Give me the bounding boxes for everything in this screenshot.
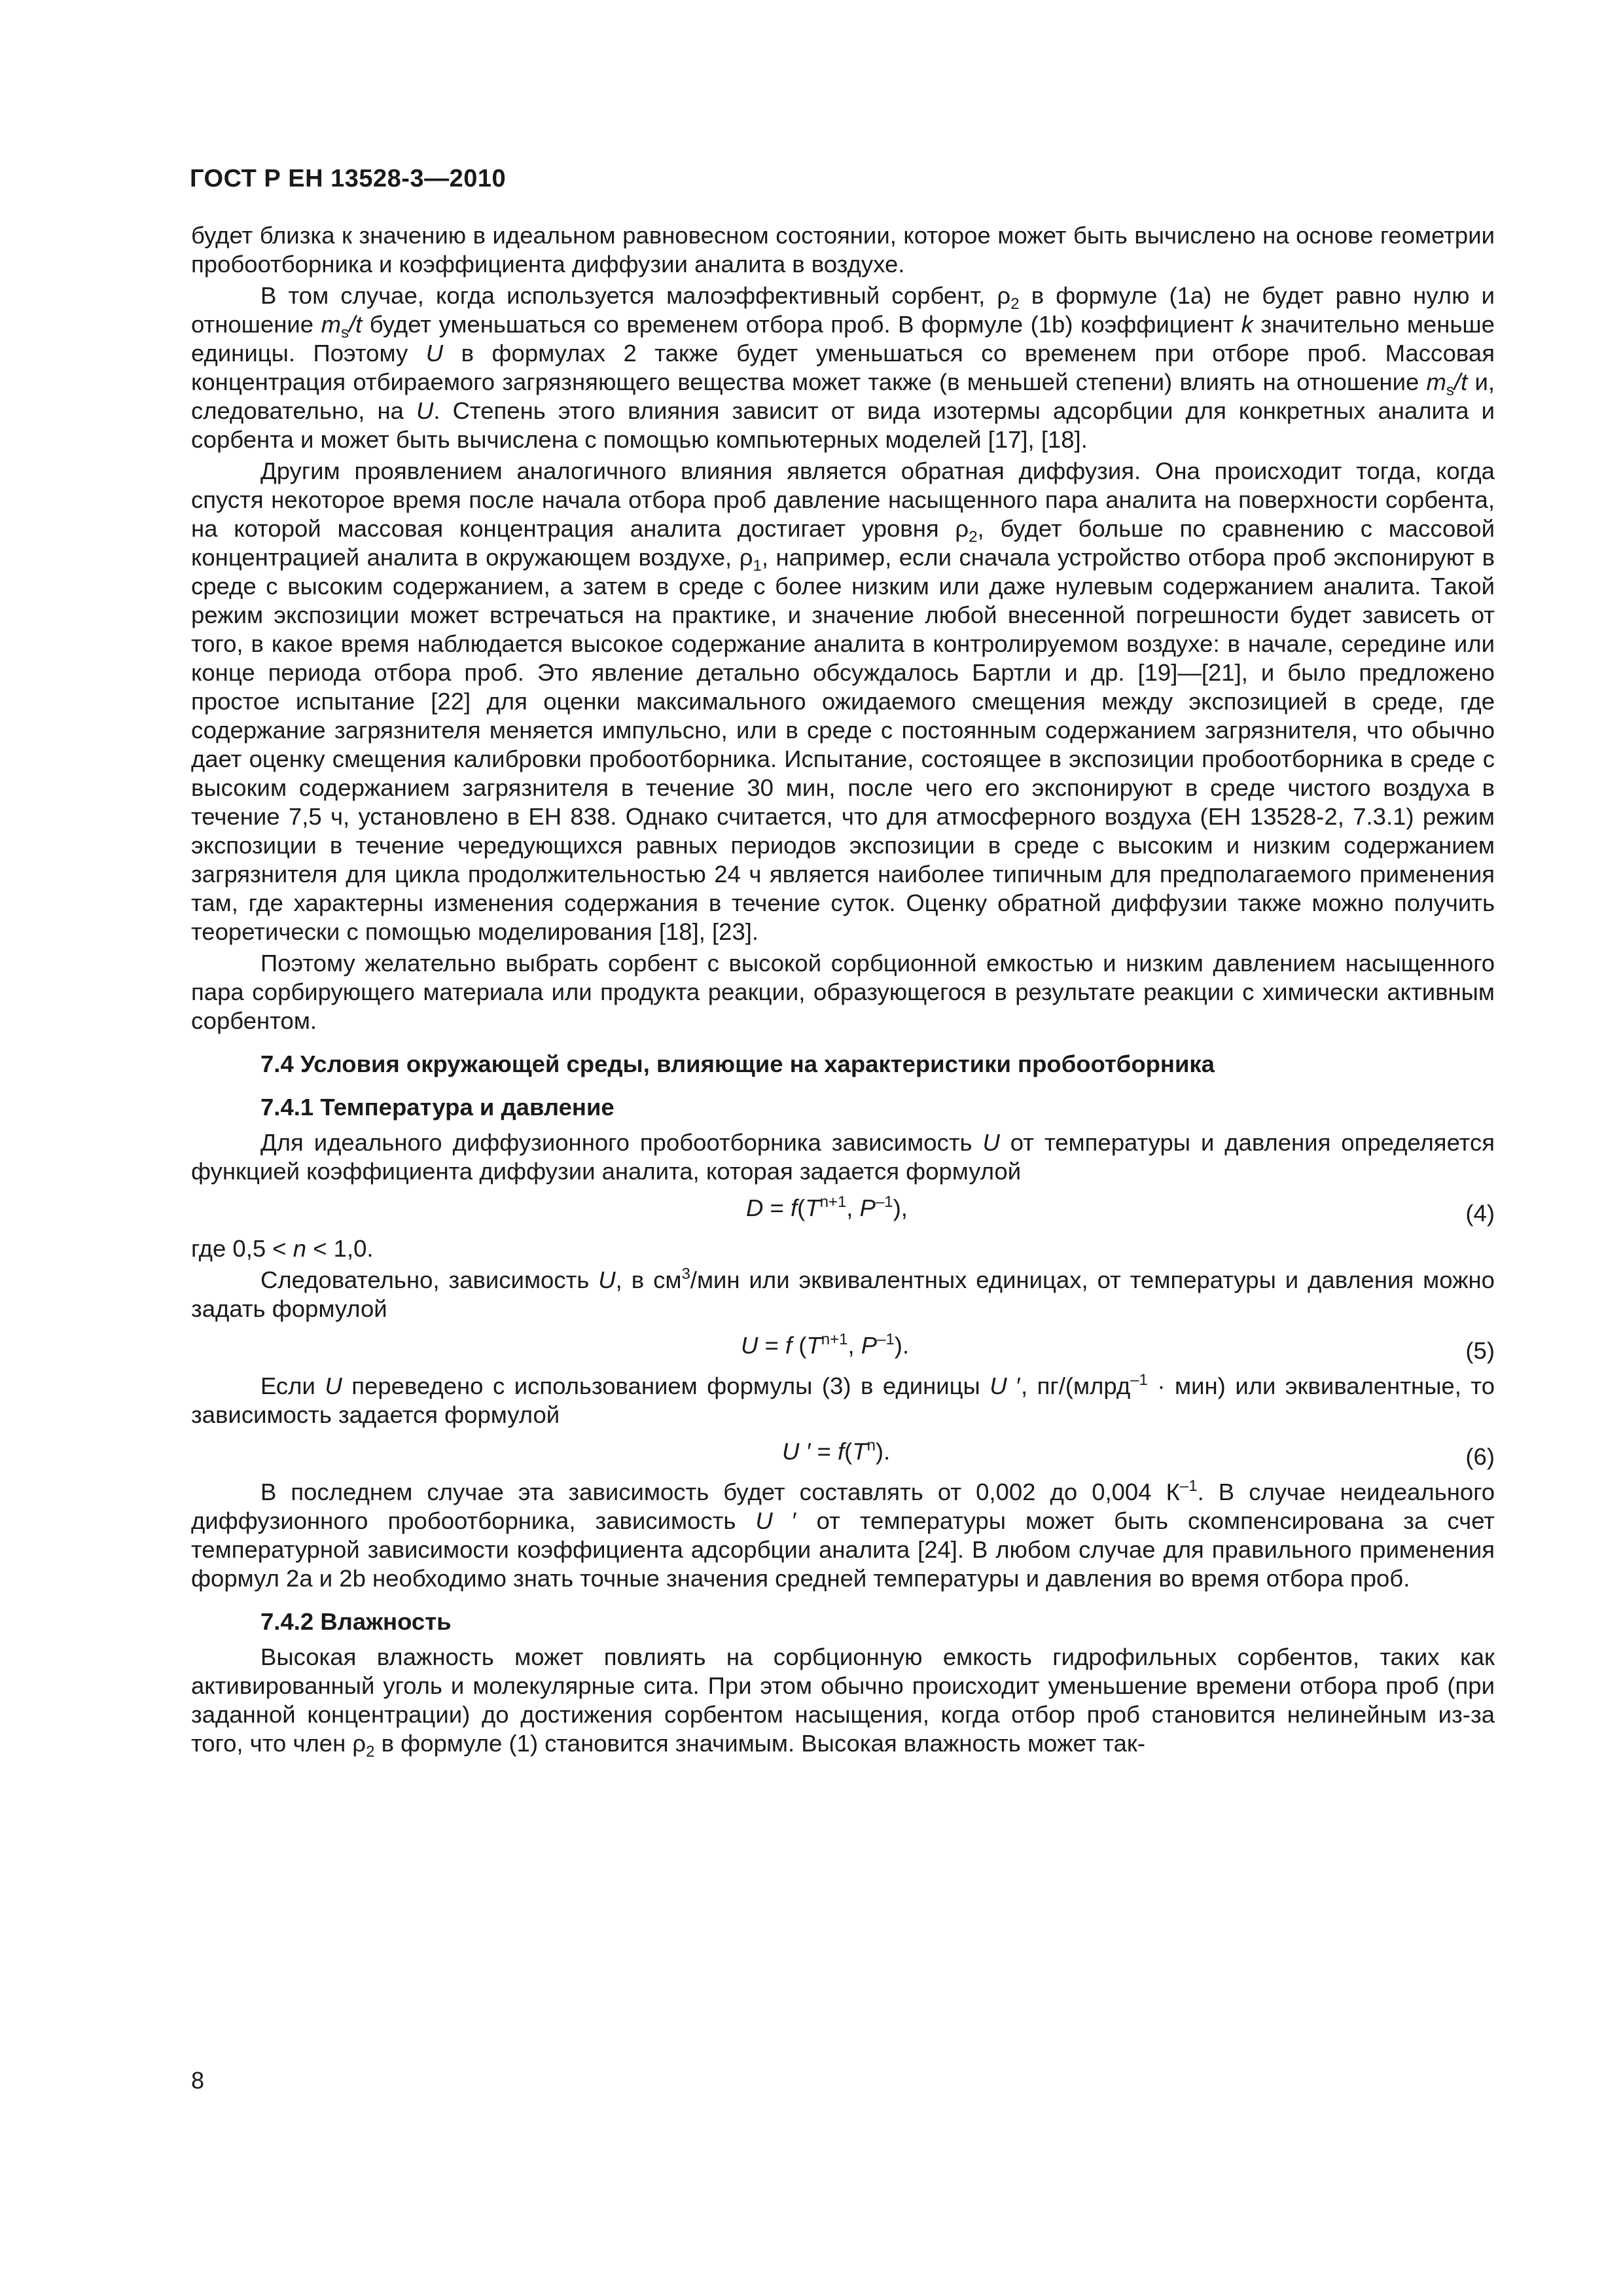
- paragraph-continuation: будет близка к значению в идеальном равновесном состоянии, которое может быть вычислено на основе геометрии пробоотборника и коэффициента диффузии аналита в воздухе.: [191, 222, 1495, 278]
- section-heading-7-4: 7.4 Условия окружающей среды, влияющие на характеристики пробоотборника: [260, 1050, 1215, 1077]
- formula-6-number: (6): [1465, 1443, 1495, 1470]
- paragraph-sorbent: В том случае, когда используется малоэффективный сорбент, $\rho_2$ в формуле (1а) не будет равно нулю и отношение $m_s/t$ будет уменьшаться со временем отбора проб. В формуле (1b) коэффициент k значительно меньше единицы. Поэтому U в формулах 2 также будет уменьшаться со временем при отборе проб. Массовая концентрация отбираемого загрязняющего вещества может также (в меньшей степени) влиять на отношение $m_s/t$ и, следовательно, на U. Степень этого влияния зависит от вида изотермы адсорбции для конкретных аналита и сорбента и может быть вычислена с помощью компьютерных моделей [17], [18].: [191, 282, 1495, 453]
- paragraph-last-case: В последнем случае эта зависимость будет составлять от 0,002 до 0,004 $К^{-1}$. В случае неидеального диффузионного пробоотборника, зависимость U ′ от температуры может быть скомпенсирована за счет температурной зависимости коэффициента адсорбции аналита [24]. В любом случае для правильного применения формул 2а и 2b необходимо знать точные значения средней температуры и давления во время отбора проб.: [191, 1477, 1495, 1592]
- formula-4: [191, 1190, 1495, 1230]
- formula-5: [191, 1327, 1495, 1368]
- paragraph-dependence-u: Следовательно, зависимость U, в $см^3$/мин или эквивалентных единицах, от температуры и давления можно задать формулой: [191, 1265, 1495, 1322]
- paragraph-humidity: Высокая влажность может повлиять на сорбционную емкость гидрофильных сорбентов, таких как активированный уголь и молекулярные сита. При этом обычно происходит уменьшение времени отбора проб (при заданной концентрации) до достижения сорбентом насыщения, когда отбор проб становится нелинейным из-за того, что член $\rho_2$ в формуле (1) становится значимым. Высокая влажность может так-: [191, 1643, 1495, 1761]
- document-body: [191, 221, 1495, 1761]
- section-heading-7-4-2: 7.4.2 Влажность: [260, 1608, 452, 1635]
- formula-6: [191, 1433, 1495, 1474]
- paragraph-sorbent-choice: Поэтому желательно выбрать сорбент с высокой сорбционной емкостью и низким давлением насыщенного пара сорбирующего материала или продукта реакции, образующегося в результате реакции с химически активным сорбентом.: [191, 950, 1495, 1034]
- formula-6-expression: U ′ = $f(T^n)$.: [782, 1437, 891, 1465]
- paragraph-where-n: где 0,5 < n < 1,0.: [191, 1235, 374, 1262]
- document-header: ГОСТ Р ЕН 13528-3—2010: [190, 165, 507, 192]
- formula-5-number: (5): [1465, 1337, 1495, 1364]
- formula-5-expression: U = f ($T^{n+1}$, $P^{-1}$).: [741, 1331, 910, 1359]
- paragraph-back-diffusion: Другим проявлением аналогичного влияния является обратная диффузия. Она происходит тогда, когда спустя некоторое время после начала отбора проб давление насыщенного пара аналита на поверхности сорбента, на которой массовая концентрация аналита достигает уровня $\rho_2$, будет больше по сравнению с массовой концентрацией аналита в окружающем воздухе, $\rho_1$, например, если сначала устройство отбора проб экспонируют в среде с высоким содержанием, а затем в среде с более низким или даже нулевым содержанием аналита. Такой режим экспозиции может встречаться на практике, и значение любой внесенной погрешности будет зависеть от того, в какое время наблюдается высокое содержание аналита в контролируемом воздухе: в начале, середине или конце периода отбора проб. Это явление детально обсуждалось Бартли и др. [19]—[21], и было предложено простое испытание [22] для оценки максимального ожидаемого смещения между экспозицией в среде, где содержание загрязнителя меняется импульсно, или в среде с постоянным содержанием загрязнителя, что обычно дает оценку смещения калибровки пробоотборника. Испытание, состоящее в экспозиции пробоотборника в среде с высоким содержанием загрязнителя в течение 30 мин, после чего его экспонируют в среде чистого воздуха в течение 7,5 ч, установлено в ЕН 838. Однако считается, что для атмосферного воздуха (ЕН 13528-2, 7.3.1) режим экспозиции в течение чередующихся равных периодов экспозиции в среде с высоким и низким содержанием загрязнителя для цикла продолжительностью 24 ч является наиболее типичным для предполагаемого применения там, где характерны изменения содержания в течение суток. Оценку обратной диффузии также можно получить теоретически с помощью моделирования [18], [23].: [191, 457, 1495, 945]
- formula-4-expression: $D = f(T^{n+1}$, $P^{-1}$),: [746, 1193, 908, 1221]
- section-heading-7-4-1: 7.4.1 Температура и давление: [260, 1094, 615, 1121]
- page-number: 8: [191, 2067, 205, 2094]
- formula-4-number: (4): [1465, 1200, 1495, 1227]
- paragraph-u-prime: Если U переведено с использованием формулы (3) в единицы U ′, пг/(млрд$^{-1}$ · мин) или эквивалентные, то зависимость задается формулой: [191, 1371, 1495, 1428]
- paragraph-temperature: Для идеального диффузионного пробоотборника зависимость U от температуры и давления определяется функцией коэффициента диффузии аналита, которая задается формулой: [191, 1129, 1495, 1185]
